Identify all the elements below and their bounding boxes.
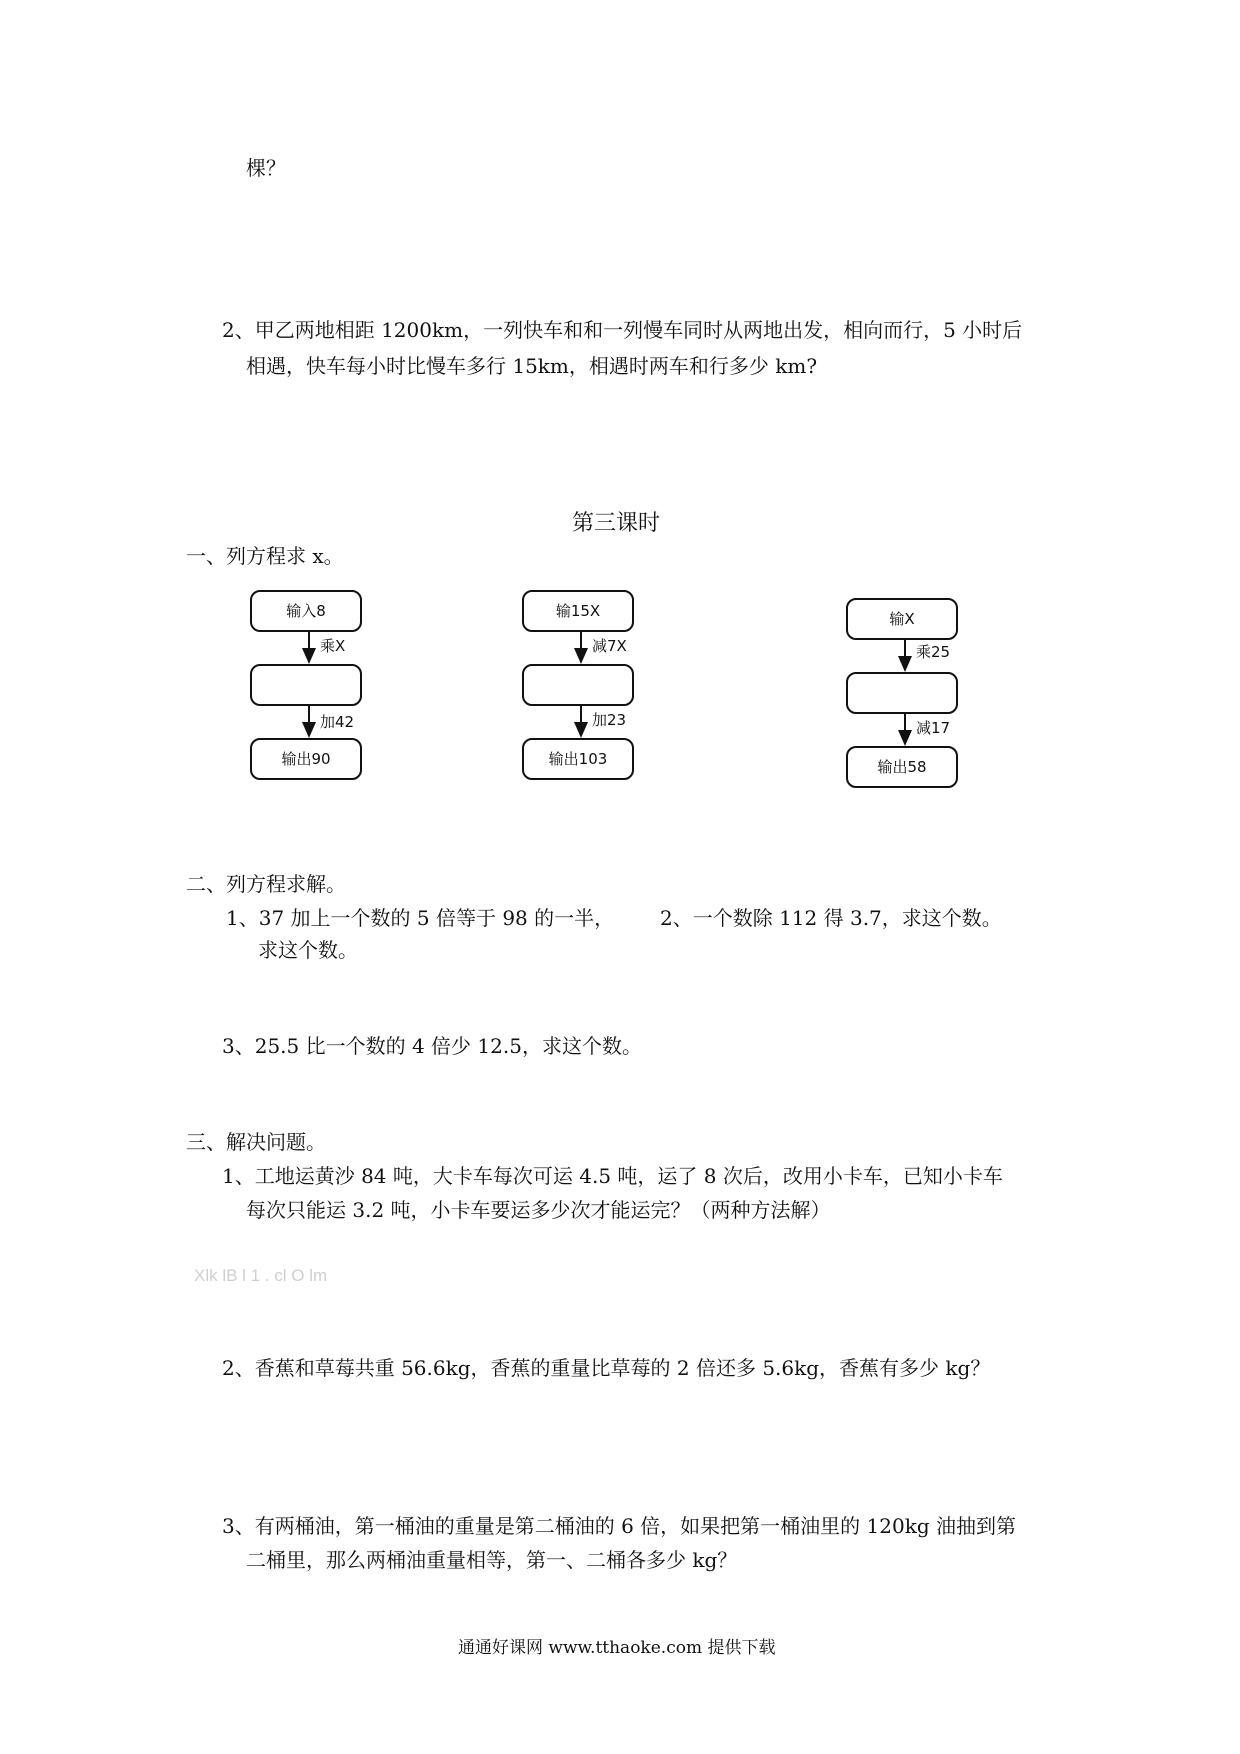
flowchart-op1-label: 乘25 <box>916 643 951 661</box>
s2-q1-line2: 求这个数。 <box>258 938 358 962</box>
flowchart-input-box: 输入8 <box>250 590 362 632</box>
flowchart-middle-box <box>522 664 634 706</box>
arrow-down-icon <box>898 638 912 674</box>
arrow-down-icon <box>898 712 912 748</box>
flowchart-middle-box <box>846 672 958 714</box>
footer-credit: 通通好课网 www.tthaoke.com 提供下载 <box>458 1638 776 1658</box>
watermark-text: Xlk lB l 1 . cl O lm <box>194 1266 328 1285</box>
s3-q3-line1: 3、有两桶油，第一桶油的重量是第二桶油的 6 倍，如果把第一桶油里的 120kg 油抽到第 <box>222 1514 1016 1538</box>
flowchart-input-box: 输X <box>846 598 958 640</box>
arrow-down-icon <box>574 630 588 666</box>
flowchart-output-box: 输出103 <box>522 738 634 780</box>
section1-heading: 一、列方程求 x。 <box>186 544 344 568</box>
flowchart-output-box: 输出58 <box>846 746 958 788</box>
flowchart-output-box: 输出90 <box>250 738 362 780</box>
arrow-down-icon <box>574 704 588 740</box>
arrow-down-icon <box>302 630 316 666</box>
flowchart-op2-label: 减17 <box>916 719 951 737</box>
s3-q1-line2: 每次只能运 3.2 吨，小卡车要运多少次才能运完？（两种方法解） <box>246 1198 831 1222</box>
s2-q2-text: 2、一个数除 112 得 3.7，求这个数。 <box>660 906 1002 930</box>
flowchart-op1-label: 减7X <box>592 637 627 655</box>
flowchart-middle-box <box>250 664 362 706</box>
flowchart-input-box: 输15X <box>522 590 634 632</box>
s3-q1-line1: 1、工地运黄沙 84 吨，大卡车每次可运 4.5 吨，运了 8 次后，改用小卡车，已知小卡车 <box>222 1164 1003 1188</box>
flowchart-op2-label: 加23 <box>592 711 627 729</box>
s2-q3-text: 3、25.5 比一个数的 4 倍少 12.5，求这个数。 <box>222 1034 642 1058</box>
q2-text-line2: 相遇，快车每小时比慢车多行 15km，相遇时两车和行多少 km? <box>246 354 818 378</box>
q1-tail-text: 棵？ <box>246 156 286 180</box>
flowchart-op1-label: 乘X <box>320 637 346 655</box>
lesson-title: 第三课时 <box>572 511 661 536</box>
section2-heading: 二、列方程求解。 <box>186 872 346 896</box>
arrow-down-icon <box>302 704 316 740</box>
flowchart-op2-label: 加42 <box>320 713 355 731</box>
s3-q3-line2: 二桶里，那么两桶油重量相等，第一、二桶各多少 kg？ <box>246 1548 738 1572</box>
q2-text-line1: 2、甲乙两地相距 1200km，一列快车和和一列慢车同时从两地出发，相向而行，5 小时后 <box>222 318 1023 342</box>
s3-q2-text: 2、香蕉和草莓共重 56.6kg，香蕉的重量比草莓的 2 倍还多 5.6kg，香蕉有多少 kg？ <box>222 1356 991 1380</box>
s2-q1-line1: 1、37 加上一个数的 5 倍等于 98 的一半， <box>226 906 615 930</box>
section3-heading: 三、解决问题。 <box>186 1130 326 1154</box>
